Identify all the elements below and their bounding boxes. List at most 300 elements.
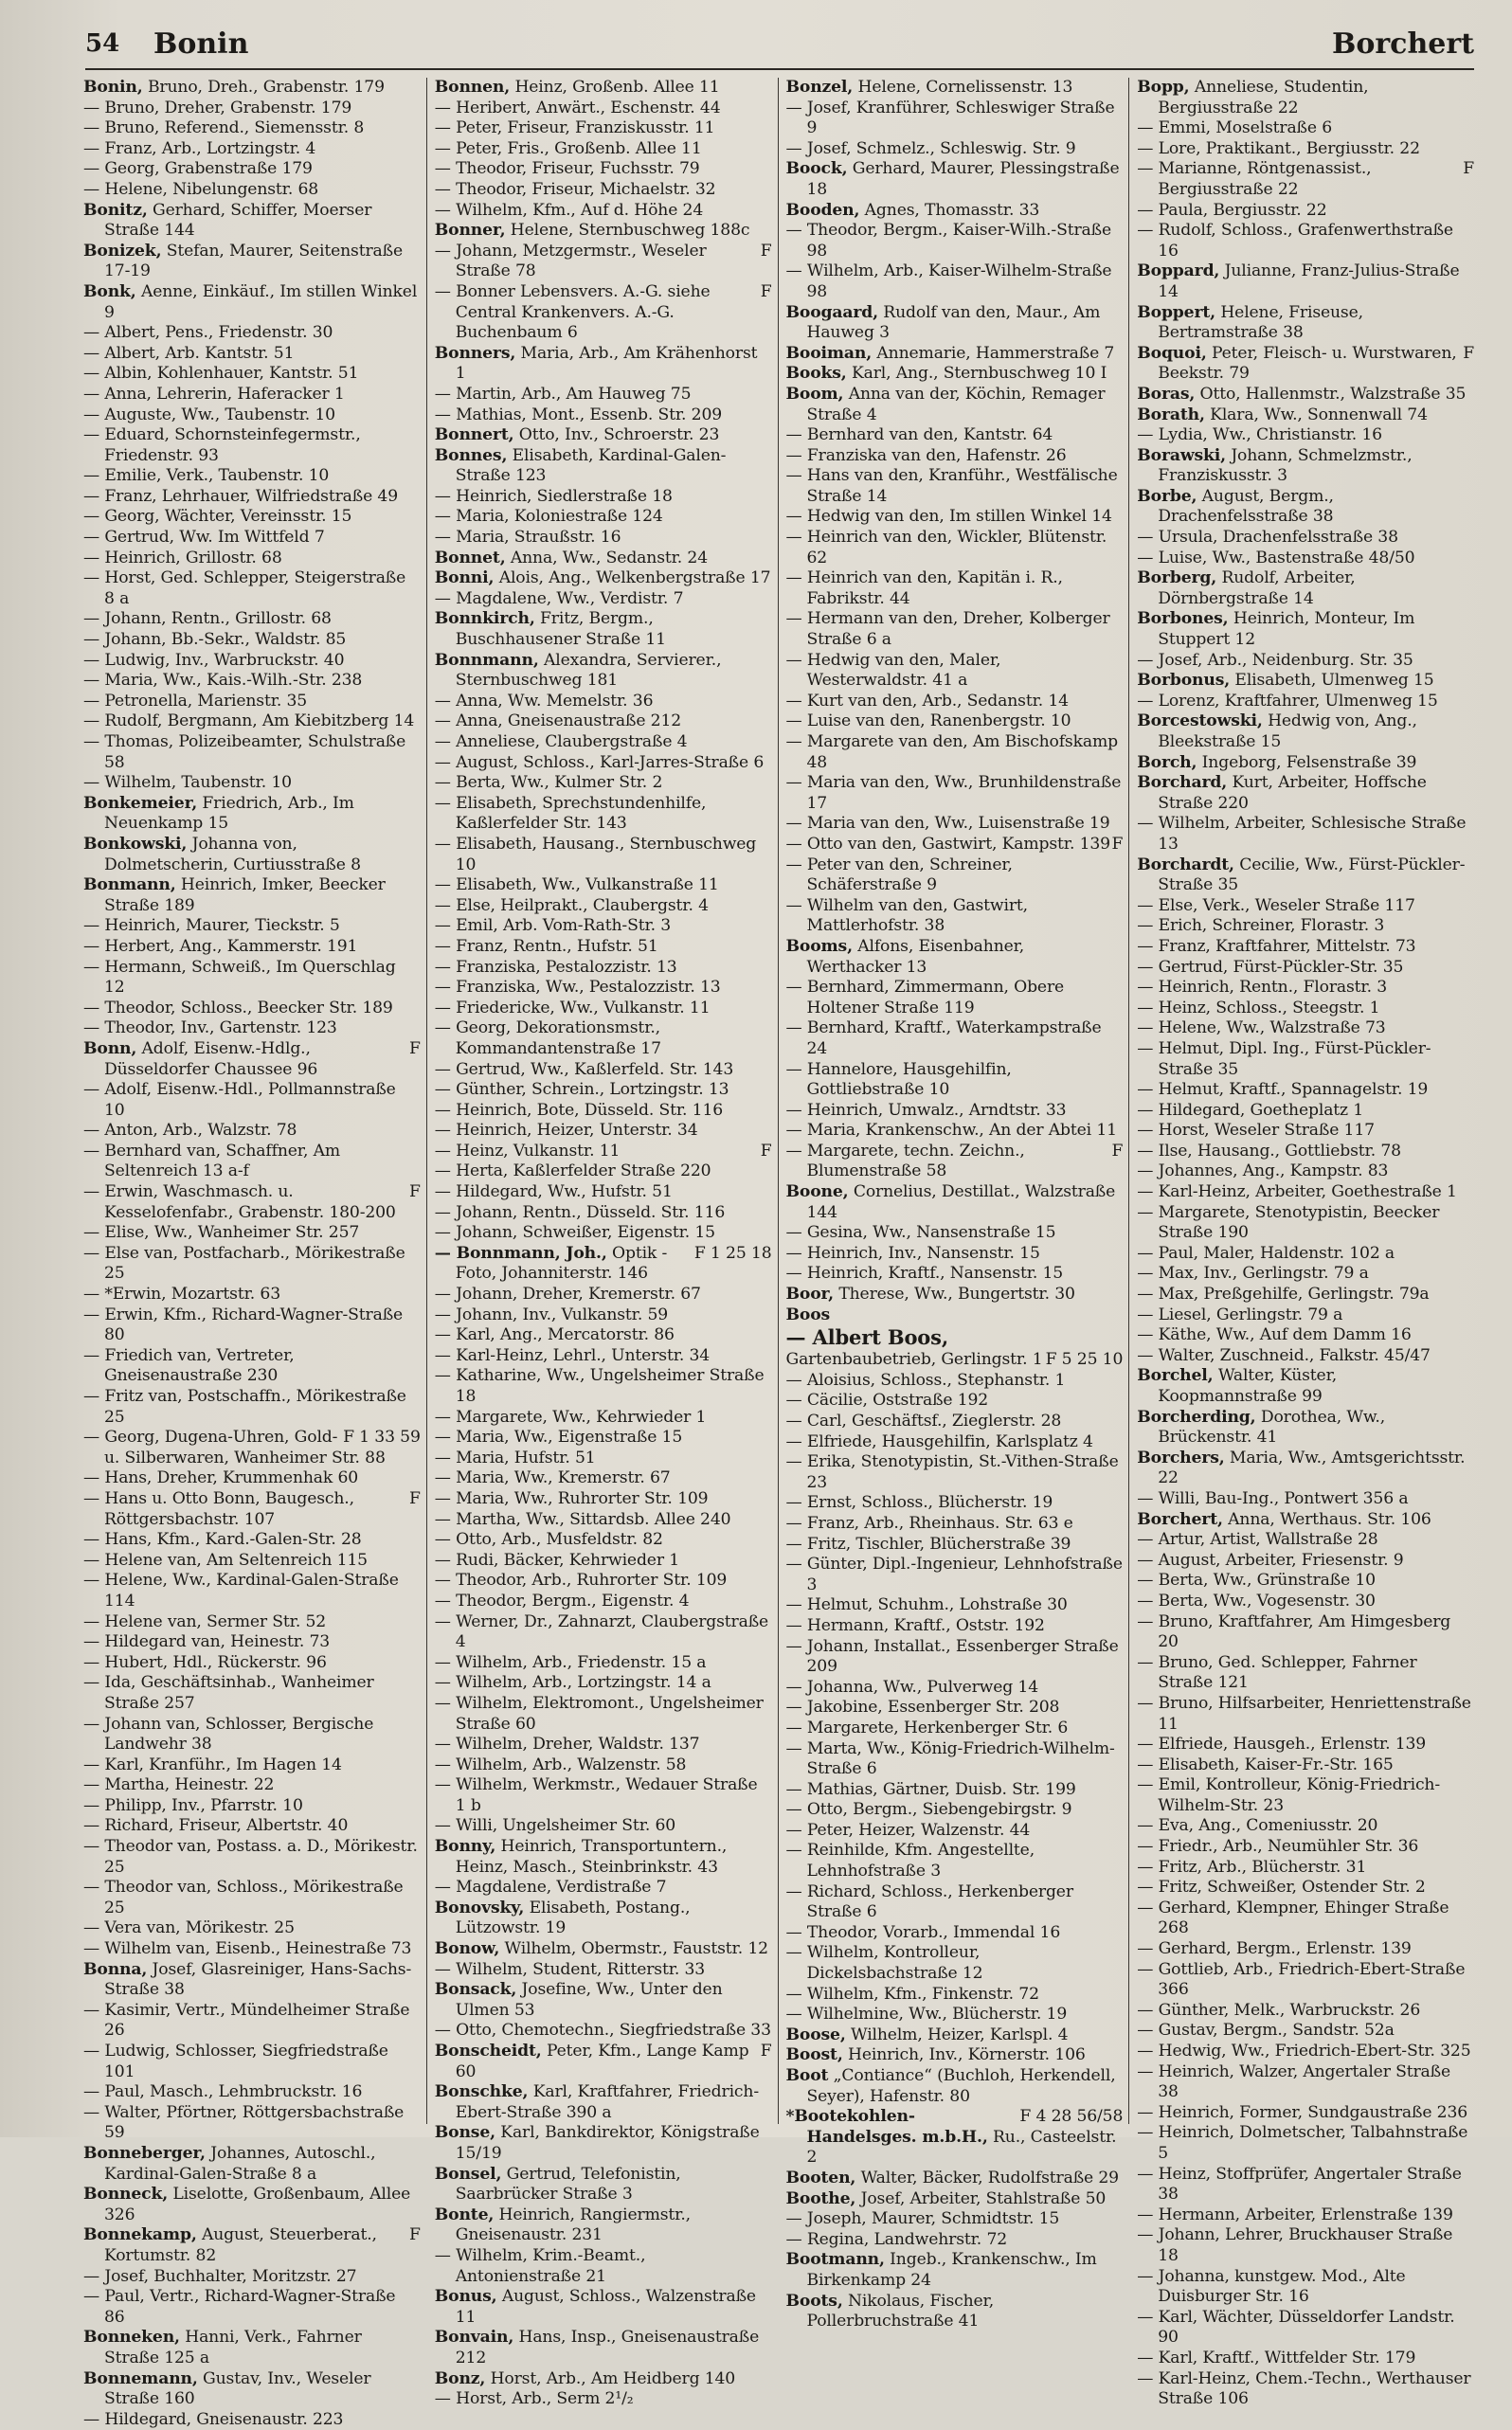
directory-entry — [1137, 1408, 1474, 1449]
directory-entry — [1137, 937, 1474, 958]
directory-entry — [1137, 78, 1474, 118]
entry-text: — Maria, Krankenschw., An der Abtei 11 — [785, 1121, 1117, 1141]
entry-surname: Boone, — [785, 1182, 849, 1202]
entry-text: — Käthe, Ww., Auf dem Damm 16 — [1137, 1325, 1412, 1345]
directory-entry — [435, 528, 772, 549]
entry-text: — Walter, Pförtner, Röttgersbachstraße 59 — [83, 2102, 405, 2143]
directory-entry — [83, 1939, 421, 1960]
entry-text: Josefine, Ww., Unter den Ulmen 53 — [455, 1980, 723, 2020]
directory-entry — [786, 1264, 1124, 1285]
directory-entry — [435, 773, 772, 794]
entry-text: — Gesina, Ww., Nansenstraße 15 — [785, 1223, 1056, 1243]
entry-text: Heinrich, Rangiermstr., Gneisenaustr. 231 — [455, 2205, 691, 2245]
entry-text: — Wilhelm, Dreher, Waldstr. 137 — [434, 1735, 700, 1755]
entry-text: — Maria, Ww., Kremerstr. 67 — [434, 1468, 671, 1488]
entry-text: — Lydia, Ww., Christianstr. 16 — [1137, 425, 1382, 445]
entry-surname: Bonscheidt, — [434, 2042, 542, 2061]
column-1 — [83, 78, 426, 2429]
directory-entry — [1137, 201, 1474, 222]
entry-text: Alexandra, Servierer., Sternbuschweg 181 — [455, 650, 722, 691]
directory-entry — [435, 2246, 772, 2287]
entry-text: — Heinrich, Inv., Nansenstr. 15 — [785, 1243, 1040, 1263]
directory-entry — [1137, 261, 1474, 302]
entry-text: — Albin, Kohlenhauer, Kantstr. 51 — [83, 364, 359, 384]
entry-text: — Heinrich, Walzer, Angertaler Straße 38 — [1137, 2061, 1450, 2102]
entry-text: — Maria, Ww., Ruhrorter Str. 109 — [434, 1488, 709, 1508]
directory-entry — [1137, 978, 1474, 999]
directory-entry — [435, 875, 772, 896]
entry-text: — Hedwig van den, Im stillen Winkel 14 — [785, 507, 1112, 527]
directory-entry — [83, 651, 421, 672]
entry-text: — Johann, Inv., Vulkanstr. 59 — [434, 1305, 669, 1324]
entry-text: — Johannes, Ang., Kampstr. 83 — [1137, 1161, 1389, 1181]
entry-text: — Maria, Hufstr. 51 — [434, 1448, 596, 1467]
directory-entry — [435, 568, 772, 589]
column-2 — [426, 78, 778, 2409]
directory-entry — [1137, 1366, 1474, 1407]
directory-entry — [786, 1821, 1124, 1842]
entry-text: — Johann, Schweißer, Eigenstr. 15 — [434, 1223, 715, 1243]
directory-entry — [1137, 711, 1474, 752]
entry-phone: F — [408, 2225, 421, 2245]
entry-text: — Fritz, Schweißer, Ostender Str. 2 — [1137, 1878, 1426, 1898]
directory-entry — [83, 118, 421, 139]
entry-text: — Else, Heilprakt., Claubergstr. 4 — [434, 895, 709, 915]
directory-entry — [1137, 999, 1474, 1019]
entry-text: Otto, Hallenmstr., Walzstraße 35 — [1199, 384, 1467, 404]
entry-text: — Hedwig, Ww., Friedrich-Ebert-Str. 325 — [1137, 2042, 1471, 2061]
entry-surname: Bonsack, — [434, 1980, 517, 2000]
entry-surname: Booms, — [785, 936, 853, 956]
directory-entry — [435, 1080, 772, 1101]
entry-text: — Anna, Gneisenaustraße 212 — [434, 711, 682, 731]
entry-text: — Karl, Ang., Mercatorstr. 86 — [434, 1325, 675, 1345]
entry-phone: F 4 28 56/58 — [1019, 2107, 1124, 2127]
entry-text: — Horst, Weseler Straße 117 — [1137, 1121, 1375, 1141]
entry-text: Josef, Glasreiniger, Hans-Sachs-Straße 38 — [104, 1959, 412, 2000]
entry-text: — Martha, Ww., Sittardsb. Allee 240 — [434, 1509, 731, 1529]
entry-text: — Emmi, Moselstraße 6 — [1137, 118, 1332, 138]
directory-entry — [83, 1121, 421, 1142]
directory-entry — [786, 1305, 1124, 1326]
entry-text: Klara, Ww., Sonnenwall 74 — [1210, 405, 1428, 424]
entry-text: — Maria van den, Ww., Luisenstraße 19 — [785, 814, 1110, 834]
directory-entry — [83, 1755, 421, 1776]
entry-text: — Johann, Bb.-Sekr., Waldstr. 85 — [83, 630, 347, 650]
directory-entry — [1137, 1264, 1474, 1285]
entry-text: — Hermann, Arbeiter, Erlenstraße 139 — [1137, 2205, 1453, 2224]
directory-entry — [435, 1612, 772, 1653]
entry-text: — Elfriede, Hausgeh., Erlenstr. 139 — [1137, 1735, 1427, 1755]
entry-phone: F — [1111, 834, 1124, 854]
directory-entry — [435, 1673, 772, 1694]
directory-entry — [786, 1325, 1124, 1350]
directory-entry — [786, 773, 1124, 814]
directory-entry — [435, 2369, 772, 2390]
directory-entry — [786, 1371, 1124, 1392]
directory-entry — [786, 1285, 1124, 1305]
entry-surname: Bootmann, — [785, 2250, 885, 2270]
column-3 — [778, 78, 1129, 2331]
entry-text: — Helmut, Schuhm., Lohstraße 30 — [785, 1595, 1068, 1615]
directory-entry — [435, 78, 772, 99]
entry-surname: Bonvain, — [434, 2328, 514, 2348]
entry-text: — Elisabeth, Sprechstundenhilfe, Kaßlerfelder Str. 143 — [434, 793, 707, 834]
directory-entry — [1137, 1694, 1474, 1735]
entry-surname: Boost, — [785, 2045, 843, 2065]
entry-text: Horst, Arb., Am Heidberg 140 — [490, 2368, 736, 2388]
directory-entry — [83, 1142, 421, 1182]
directory-entry — [83, 1387, 421, 1428]
entry-text: — Josef, Arb., Neidenburg. Str. 35 — [1137, 650, 1413, 670]
directory-entry — [435, 385, 772, 405]
entry-text: — Franz, Rentn., Hufstr. 51 — [434, 936, 658, 956]
entry-text: — Heinrich, Maurer, Tieckstr. 5 — [83, 916, 340, 936]
directory-entry — [1137, 1285, 1474, 1305]
directory-entry — [435, 2123, 772, 2164]
directory-entry — [786, 425, 1124, 446]
entry-surname: Bonovsky, — [434, 1898, 525, 1917]
directory-entry — [435, 507, 772, 528]
directory-entry — [786, 651, 1124, 692]
entry-text: — August, Schloss., Karl-Jarres-Straße 6 — [434, 752, 765, 772]
entry-text: Peter, Fleisch- u. Wurstwaren, Beekstr. 79 — [1158, 343, 1457, 384]
directory-entry — [435, 732, 772, 753]
entry-phone: F 5 25 10 — [1045, 1350, 1124, 1370]
entry-text: Friedrich, Arb., Im Neuenkamp 15 — [104, 793, 354, 834]
entry-surname: Borchardt, — [1137, 855, 1234, 874]
entry-text: — Franziska, Ww., Pestalozzistr. 13 — [434, 978, 721, 998]
directory-entry — [83, 2144, 421, 2185]
entry-text: — Heinrich, Grillostr. 68 — [83, 548, 282, 567]
directory-entry — [1137, 2205, 1474, 2226]
entry-surname: Bonnemann, — [83, 2368, 198, 2388]
entry-surname: Boras, — [1137, 384, 1196, 404]
directory-entry — [1137, 385, 1474, 405]
entry-text: — Reinhilde, Kfm. Angestellte, Lehnhofstraße 3 — [785, 1841, 1035, 1881]
directory-entry — [83, 630, 421, 651]
entry-text: — Heinrich, Rentn., Florastr. 3 — [1137, 978, 1388, 998]
directory-entry — [435, 1449, 772, 1469]
directory-entry — [435, 958, 772, 979]
entry-text: — Theodor, Inv., Gartenstr. 123 — [83, 1018, 337, 1038]
directory-entry — [83, 875, 421, 916]
entry-surname: Borcherding, — [1137, 1407, 1256, 1427]
entry-text: — Hermann van den, Dreher, Kolberger Straße 6 a — [785, 609, 1110, 650]
entry-text: — Friedr., Arb., Neumühler Str. 36 — [1137, 1837, 1419, 1857]
directory-entry — [83, 1489, 421, 1530]
directory-entry — [1137, 2349, 1474, 2369]
directory-entry — [1137, 344, 1474, 385]
entry-text: — Paul, Maler, Haldenstr. 102 a — [1137, 1243, 1395, 1263]
directory-entry — [1137, 1775, 1474, 1816]
directory-entry — [786, 2045, 1124, 2066]
directory-entry — [435, 2042, 772, 2082]
entry-text: — Emil, Arb. Vom-Rath-Str. 3 — [434, 916, 672, 936]
entry-text: — Max, Inv., Gerlingstr. 79 a — [1137, 1264, 1369, 1284]
entry-text: — Auguste, Ww., Taubenstr. 10 — [83, 405, 335, 424]
directory-entry — [1137, 2267, 1474, 2308]
entry-text: Helene, Sternbuschweg 188c — [510, 221, 750, 241]
directory-entry — [786, 937, 1124, 978]
entry-surname: Bopp, — [1137, 78, 1190, 97]
directory-entry — [435, 242, 772, 282]
entry-text: — Artur, Artist, Wallstraße 28 — [1137, 1530, 1378, 1550]
entry-surname: Boose, — [785, 2025, 846, 2044]
directory-entry — [786, 711, 1124, 732]
directory-entry — [786, 1432, 1124, 1453]
directory-entry — [435, 1428, 772, 1449]
directory-entry — [83, 1223, 421, 1244]
entry-text: — Heinz, Schloss., Steegstr. 1 — [1137, 998, 1380, 1017]
entry-surname: Boom, — [785, 384, 844, 404]
entry-text: — Willi, Ungelsheimer Str. 60 — [434, 1816, 676, 1836]
entry-text: — Hubert, Hdl., Rückerstr. 96 — [83, 1652, 327, 1672]
entry-text: Elisabeth, Postang., Lützowstr. 19 — [455, 1898, 691, 1938]
directory-entry — [786, 2230, 1124, 2251]
directory-entry — [435, 1899, 772, 1939]
entry-text: — Else van, Postfacharb., Mörikestraße 25 — [83, 1243, 405, 1284]
directory-entry — [83, 916, 421, 937]
directory-entry — [83, 1182, 421, 1223]
entry-text: — *Erwin, Mozartstr. 63 — [83, 1285, 280, 1305]
entry-text: — Gertrud, Ww., Kaßlerfeld. Str. 143 — [434, 1059, 734, 1079]
entry-text: Hanni, Verk., Fahrner Straße 125 a — [104, 2328, 362, 2367]
directory-entry — [786, 1412, 1124, 1432]
entry-text: — Otto, Chemotechn., Siegfriedstraße 33 — [434, 2021, 771, 2041]
directory-entry — [435, 753, 772, 774]
entry-text: — Hedwig van den, Maler, Westerwaldstr. 41 a — [785, 650, 1001, 691]
entry-text: — Erich, Schreiner, Florastr. 3 — [1137, 916, 1385, 936]
directory-entry — [435, 1755, 772, 1776]
entry-surname: Bonner, — [434, 221, 506, 241]
entry-text: — Wilhelm, Kfm., Finkenstr. 72 — [785, 1984, 1039, 2004]
entry-text: — Maria, Ww., Kais.-Wilh.-Str. 238 — [83, 671, 363, 691]
directory-entry — [1137, 549, 1474, 569]
directory-entry — [1137, 2001, 1474, 2022]
directory-entry — [786, 303, 1124, 344]
directory-entry — [435, 1775, 772, 1816]
directory-entry — [1137, 1653, 1474, 1694]
entry-text: Helene, Friseuse, Bertramstraße 38 — [1158, 302, 1363, 343]
entry-text: — Werner, Dr., Zahnarzt, Claubergstraße 4 — [434, 1611, 769, 1652]
entry-text: — Anton, Arb., Walzstr. 78 — [83, 1121, 297, 1141]
directory-entry — [1137, 1612, 1474, 1653]
directory-entry — [786, 2250, 1124, 2291]
entry-surname: Borchard, — [1137, 773, 1228, 793]
directory-entry — [83, 344, 421, 365]
directory-entry — [1137, 814, 1474, 855]
entry-text: — Bernhard, Zimmermann, Obere Holtener Straße 119 — [785, 978, 1065, 1017]
directory-entry — [1137, 1182, 1474, 1203]
entry-text: — Luise, Ww., Bastenstraße 48/50 — [1137, 548, 1415, 567]
entry-text: — Fritz, Tischler, Blücherstraße 39 — [785, 1534, 1071, 1554]
entry-text: — Anna, Lehrerin, Haferacker 1 — [83, 384, 345, 404]
directory-entry — [83, 405, 421, 426]
entry-surname: Boos — [785, 1305, 831, 1324]
directory-entry — [83, 1428, 421, 1468]
entry-surname: Borberg, — [1137, 568, 1217, 588]
directory-entry — [435, 1653, 772, 1674]
directory-entry — [1137, 2165, 1474, 2205]
directory-entry — [786, 2005, 1124, 2025]
directory-entry — [435, 446, 772, 487]
directory-entry — [83, 385, 421, 405]
entry-text: Anneliese, Studentin, Bergiusstraße 22 — [1158, 78, 1369, 117]
entry-text: — Karl, Kraftf., Wittfelder Str. 179 — [1137, 2348, 1416, 2367]
directory-entry — [435, 282, 772, 344]
directory-entry — [435, 1939, 772, 1960]
directory-entry — [83, 528, 421, 549]
entry-surname: Boquoi, — [1137, 343, 1207, 363]
entry-text: — Hans, Dreher, Krummenhak 60 — [83, 1468, 359, 1488]
entry-text: — Luise van den, Ranenbergstr. 10 — [785, 711, 1071, 731]
entry-text: — Walter, Zuschneid., Falkstr. 45/47 — [1137, 1345, 1431, 1365]
entry-text: Peter, Kfm., Lange Kamp 60 — [455, 2042, 749, 2081]
entry-surname: Bonkowski, — [83, 834, 188, 854]
directory-entry — [786, 1595, 1124, 1616]
entry-text: — Franz, Arb., Rheinhaus. Str. 63 e — [785, 1513, 1073, 1533]
directory-entry — [786, 1350, 1124, 1371]
directory-entry — [83, 1080, 421, 1121]
directory-entry — [83, 2410, 421, 2430]
directory-entry — [786, 978, 1124, 1018]
directory-entry — [435, 1530, 772, 1551]
entry-text: — Katharine, Ww., Ungelsheimer Straße 18 — [434, 1366, 765, 1406]
entry-surname: Borchers, — [1137, 1448, 1225, 1467]
directory-entry — [435, 794, 772, 835]
entry-text: — Albert, Pens., Friedenstr. 30 — [83, 323, 333, 343]
entry-text: — Marta, Ww., König-Friedrich-Wilhelm-Straße 6 — [785, 1738, 1115, 1779]
entry-text: — Herbert, Ang., Kammerstr. 191 — [83, 936, 358, 956]
entry-text: Annemarie, Hammerstraße 7 — [876, 343, 1115, 363]
directory-columns — [83, 78, 1480, 2429]
directory-entry — [786, 1142, 1124, 1182]
directory-entry — [435, 1571, 772, 1592]
entry-text: — Karl, Wächter, Düsseldorfer Landstr. 90 — [1137, 2307, 1455, 2348]
entry-text: Johanna von, Dolmetscherin, Curtiusstraße 8 — [104, 834, 361, 874]
directory-entry — [83, 1551, 421, 1572]
entry-text: — Johann, Rentn., Grillostr. 68 — [83, 609, 332, 629]
entry-surname: Bonus, — [434, 2287, 497, 2307]
entry-text: — Richard, Schloss., Herkenberger Straße 6 — [785, 1881, 1073, 1922]
entry-text: — Hannelore, Hausgehilfin, Gottliebstraße 10 — [785, 1059, 1012, 1100]
entry-text: — Adolf, Eisenw.-Hdl., Pollmannstraße 10 — [83, 1080, 396, 1120]
entry-text: — Lore, Praktikant., Bergiusstr. 22 — [1137, 138, 1420, 158]
entry-text: — Franziska, Pestalozzistr. 13 — [434, 957, 677, 977]
entry-text: — Friedich van, Vertreter, Gneisenaustraße 230 — [83, 1345, 295, 1386]
entry-surname: Borath, — [1137, 405, 1205, 424]
entry-text: Gustav, Inv., Weseler Straße 160 — [104, 2368, 371, 2409]
entry-text: — Heinrich, Siedlerstraße 18 — [434, 486, 673, 506]
entry-phone: F 1 33 59 — [343, 1428, 421, 1448]
entry-text: Dorothea, Ww., Brückenstr. 41 — [1158, 1407, 1386, 1448]
entry-text: — Franz, Kraftfahrer, Mittelstr. 73 — [1137, 936, 1416, 956]
entry-phone: F 1 25 18 — [693, 1243, 772, 1263]
entry-text: — Peter, Fris., Großenb. Allee 11 — [434, 138, 702, 158]
entry-text: Optik - Foto, Johanniterstr. 146 — [455, 1243, 668, 1284]
entry-text: — Franziska van den, Hafenstr. 26 — [785, 445, 1067, 465]
entry-text: Liselotte, Großenbaum, Allee 326 — [104, 2185, 411, 2224]
directory-entry — [83, 2082, 421, 2103]
entry-text: Bruno, Dreh., Grabenstr. 179 — [147, 78, 385, 97]
entry-text: Anna, Ww., Sedanstr. 24 — [510, 548, 708, 567]
entry-surname: Bonitz, — [83, 200, 148, 220]
entry-surname: Booden, — [785, 200, 860, 220]
directory-entry — [786, 1923, 1124, 1944]
directory-entry — [435, 1878, 772, 1899]
entry-text: — Fritz, Arb., Blücherstr. 31 — [1137, 1857, 1367, 1877]
directory-entry — [786, 528, 1124, 568]
directory-entry — [435, 1346, 772, 1367]
entry-text: — Elise, Ww., Wanheimer Str. 257 — [83, 1223, 360, 1243]
directory-entry — [1137, 221, 1474, 261]
directory-entry — [1137, 2225, 1474, 2266]
entry-surname: Boor, — [785, 1285, 834, 1305]
header-last-name: Borchert — [1332, 27, 1474, 61]
directory-entry — [435, 2205, 772, 2246]
directory-entry — [786, 1882, 1124, 1923]
directory-entry — [1137, 2369, 1474, 2410]
entry-text: Ingeborg, Felsenstraße 39 — [1201, 752, 1417, 772]
directory-entry — [435, 1223, 772, 1244]
entry-text: — Bruno, Referend., Siemensstr. 8 — [83, 118, 365, 138]
entry-text: — Hildegard, Gneisenaustr. 223 — [83, 2409, 344, 2429]
entry-phone: F — [1111, 1141, 1124, 1161]
entry-text: — Johanna, Ww., Pulverweg 14 — [785, 1677, 1038, 1697]
entry-surname: Bonzel, — [785, 78, 854, 97]
entry-text: — Johann van, Schlosser, Bergische Landwehr 38 — [83, 1714, 374, 1755]
directory-entry — [435, 159, 772, 180]
entry-text: Nikolaus, Fischer, Pollerbruchstraße 41 — [806, 2291, 995, 2331]
directory-entry — [786, 1943, 1124, 1984]
entry-text: — Margarete, Stenotypistin, Beecker Straße 190 — [1137, 1202, 1440, 1243]
entry-text: — Berta, Ww., Kulmer Str. 2 — [434, 773, 663, 793]
directory-entry — [435, 1837, 772, 1878]
entry-text: — Wilhelm, Kontrolleur, Dickelsbachstraße 12 — [785, 1943, 983, 1984]
directory-entry — [1137, 528, 1474, 549]
entry-text: Heinrich, Monteur, Im Stuppert 12 — [1158, 609, 1415, 650]
entry-text: — Margarete, Ww., Kehrwieder 1 — [434, 1407, 707, 1427]
entry-text: — Rudolf, Schloss., Grafenwerthstraße 16 — [1137, 221, 1453, 261]
entry-surname: Bonte, — [434, 2205, 495, 2224]
entry-text: Fritz, Bergm., Buschhausener Straße 11 — [455, 609, 666, 650]
entry-phone: F — [1463, 159, 1474, 179]
directory-entry — [435, 2287, 772, 2328]
directory-entry — [435, 651, 772, 692]
directory-entry — [786, 2169, 1124, 2189]
entry-text: Ingeb., Krankenschw., Im Birkenkamp 24 — [806, 2250, 1097, 2290]
directory-entry — [1137, 1203, 1474, 1244]
entry-text: — Helene van, Sermer Str. 52 — [83, 1611, 327, 1631]
directory-entry — [1137, 1858, 1474, 1879]
entry-text: Helene, Cornelissenstr. 13 — [857, 78, 1073, 97]
directory-entry — [435, 405, 772, 426]
entry-text: — Wilhelmine, Ww., Blücherstr. 19 — [785, 2005, 1068, 2025]
entry-text: — Georg, Dekorationsmstr., Kommandantenstraße 17 — [434, 1018, 661, 1058]
entry-surname: Bonna, — [83, 1959, 148, 1979]
entry-text: Kurt, Arbeiter, Hoffsche Straße 220 — [1158, 773, 1427, 813]
directory-entry — [83, 180, 421, 201]
page-number: 54 — [85, 29, 120, 58]
directory-entry — [786, 1493, 1124, 1514]
entry-text: — Karl, Kranführ., Im Hagen 14 — [83, 1755, 342, 1774]
directory-entry — [83, 1632, 421, 1653]
entry-text: — Emilie, Verk., Taubenstr. 10 — [83, 466, 330, 486]
entry-text: — Liesel, Gerlingstr. 79 a — [1137, 1305, 1343, 1324]
directory-entry — [83, 1571, 421, 1611]
directory-entry — [83, 1039, 421, 1080]
